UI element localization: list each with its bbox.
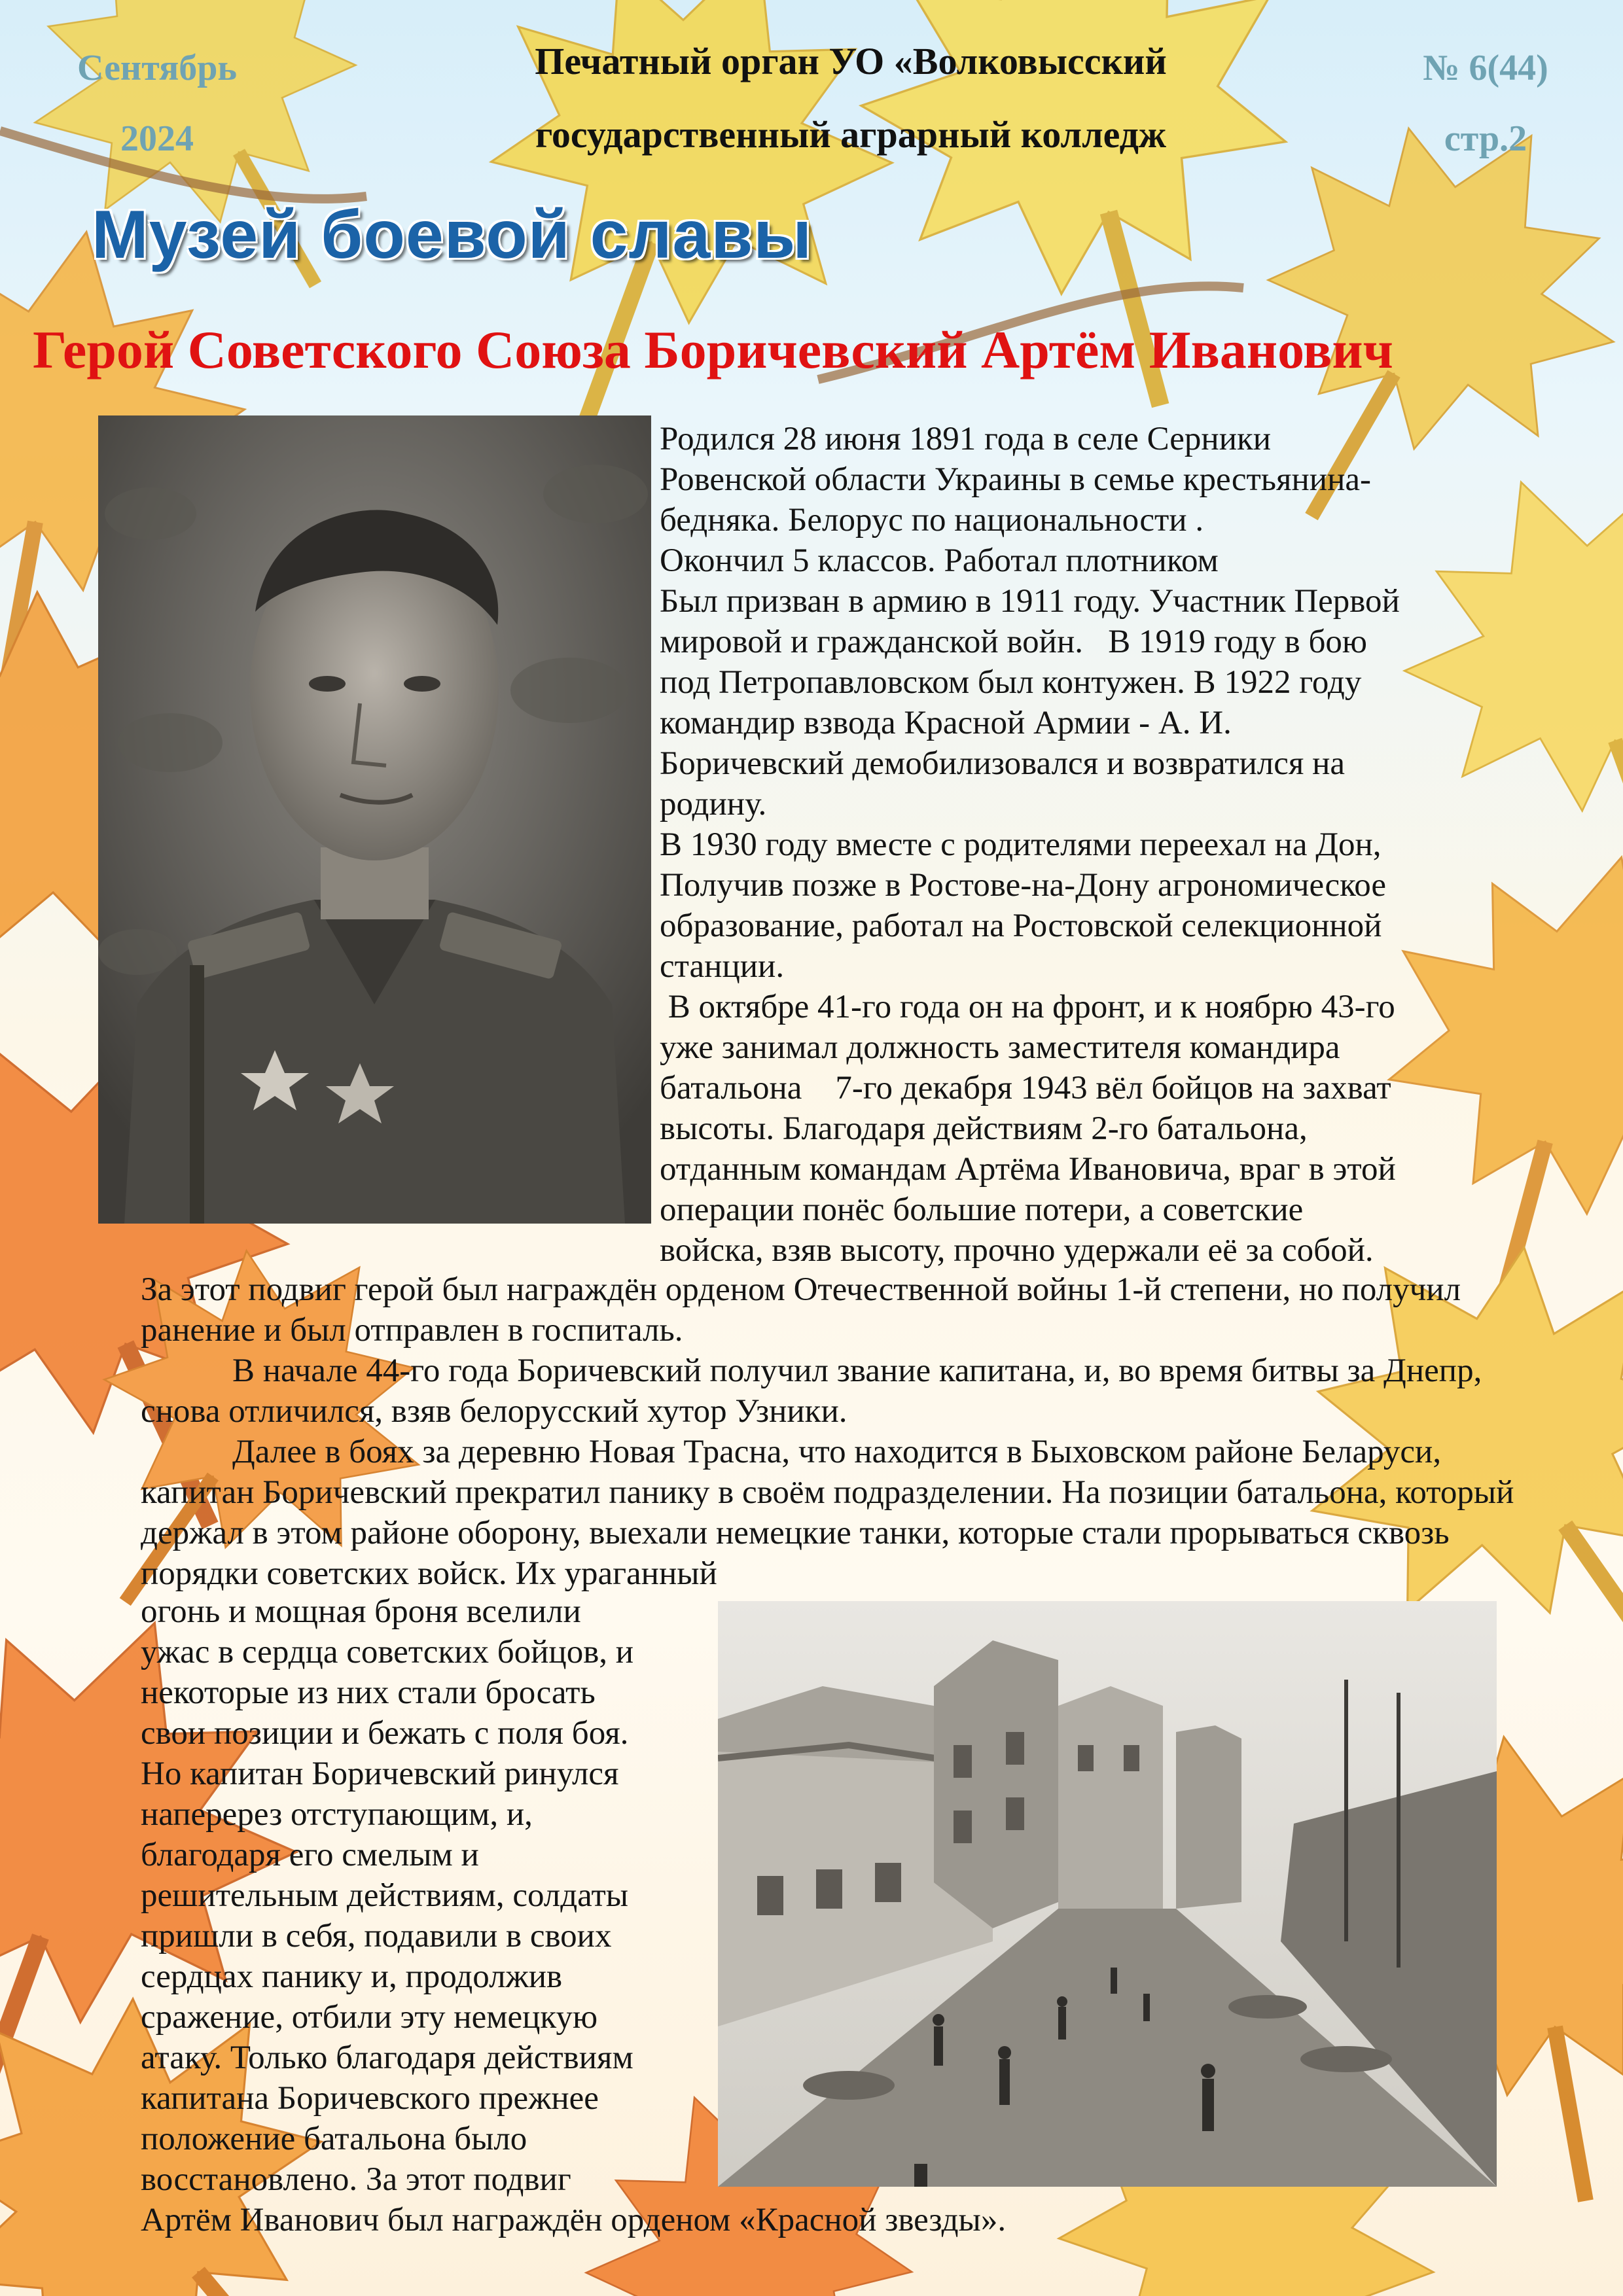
left-column-line: положение батальона было: [141, 2121, 527, 2157]
left-column-line: огонь и мощная броня вселили: [141, 1593, 581, 1630]
portrait-illustration: [98, 415, 651, 1224]
left-column-line: свои позиции и бежать с поля боя.: [141, 1715, 629, 1752]
right-column-line: отданным командам Артёма Ивановича, враг в этой: [660, 1151, 1396, 1188]
left-column-line: восстановлено. За этот подвиг: [141, 2161, 571, 2198]
publisher-line-1: Печатный орган УО «Волковысский: [535, 40, 1167, 82]
article-left-column: [141, 1591, 717, 2200]
right-column-line: мировой и гражданской войн. В 1919 году в бою: [660, 624, 1368, 660]
right-column-line: Родился 28 июня 1891 года в селе Серники: [660, 421, 1272, 457]
issue-month: Сентябрь: [77, 48, 238, 88]
left-column-line: капитана Боричевского прежнее: [141, 2080, 599, 2117]
left-column-line: пришли в себя, подавили в своих: [141, 1918, 612, 1954]
right-column-line: родину.: [660, 786, 767, 822]
right-column-line: Ровенской области Украины в семье крестьянина-: [660, 461, 1372, 498]
left-column-line: некоторые из них стали бросать: [141, 1674, 596, 1711]
right-column-line: В 1930 году вместе с родителями переехал на Дон,: [660, 826, 1382, 863]
issue-date: [59, 33, 255, 174]
left-column-line: решительным действиям, солдаты: [141, 1877, 629, 1914]
left-column-line: Но капитан Боричевский ринулся: [141, 1756, 619, 1792]
article-paragraph-dnepr: В начале 44-го года Боричевский получил звание капитана, и, во время битвы за Днепр, снова отличился, взяв белорусский хутор Узники.: [141, 1352, 1482, 1430]
right-column-line: войска, взяв высоту, прочно удержали её за собой.: [660, 1232, 1374, 1269]
left-column-line: благодаря его смелым и: [141, 1837, 479, 1873]
article-headline: Герой Советского Союза Боричевский Артём Иванович: [33, 320, 1393, 380]
left-column-line: ужас в сердца советских бойцов, и: [141, 1634, 634, 1670]
issue-year: 2024: [120, 118, 194, 159]
left-column-line: сражение, отбили эту немецкую: [141, 1999, 598, 2036]
article-closing-line: Артём Иванович был награждён орденом «Красной звезды».: [141, 2202, 1007, 2238]
right-column-line: Окончил 5 классов. Работал плотником: [660, 542, 1219, 579]
street-illustration: [718, 1601, 1497, 2187]
article-right-column: [660, 419, 1543, 1271]
right-column-line: В октябре 41-го года он на фронт, и к ноябрю 43-го: [660, 989, 1395, 1025]
left-column-line: наперерез отступающим, и,: [141, 1796, 533, 1833]
right-column-line: бедняка. Белорус по национальности .: [660, 502, 1204, 539]
street-photo: [718, 1601, 1497, 2187]
page-number: стр.2: [1444, 118, 1527, 159]
right-column-line: уже занимал должность заместителя командира: [660, 1029, 1340, 1066]
right-column-line: Боричевский демобилизовался и возвратился на: [660, 745, 1345, 782]
issue-info: [1374, 33, 1597, 174]
right-column-line: высоты. Благодаря действиям 2-го батальона,: [660, 1110, 1308, 1147]
right-column-line: командир взвода Красной Армии - А. И.: [660, 705, 1232, 741]
article-wide-block: [141, 1269, 1522, 1594]
right-column-line: под Петропавловском был контужен. В 1922 году: [660, 664, 1362, 701]
left-column-line: атаку. Только благодаря действиям: [141, 2040, 633, 2076]
issue-number: № 6(44): [1423, 48, 1548, 88]
right-column-line: операции понёс большие потери, а советские: [660, 1192, 1304, 1228]
publisher-line-2: государственный аграрный колледж: [535, 113, 1166, 156]
section-title: Музей боевой славы: [92, 197, 813, 273]
right-column-line: образование, работал на Ростовской селекционной: [660, 908, 1382, 944]
left-column-line: сердцах панику и, продолжив: [141, 1958, 563, 1995]
right-column-line: станции.: [660, 948, 785, 985]
right-column-line: Получив позже в Ростове-на-Дону агрономическое: [660, 867, 1387, 904]
right-column-line: батальона 7-го декабря 1943 вёл бойцов на захват: [660, 1070, 1391, 1106]
article-paragraph-award: За этот подвиг герой был награждён орденом Отечественной войны 1-й степени, но получил ранение и был отправлен в госпиталь.: [141, 1271, 1461, 1349]
right-column-line: Был призван в армию в 1911 году. Участник Первой: [660, 583, 1400, 620]
article-paragraph-battle: Далее в боях за деревню Новая Трасна, что находится в Быховском районе Беларуси, капитан Боричевский прекратил панику в своём подразделении. На позиции батальона, который держал в этом районе оборону, выехали немецкие танки, которые стали прорываться сквозь порядки советских войск. Их ураганный: [141, 1434, 1514, 1592]
portrait-photo: [98, 415, 651, 1224]
publisher-banner: [406, 25, 1296, 171]
